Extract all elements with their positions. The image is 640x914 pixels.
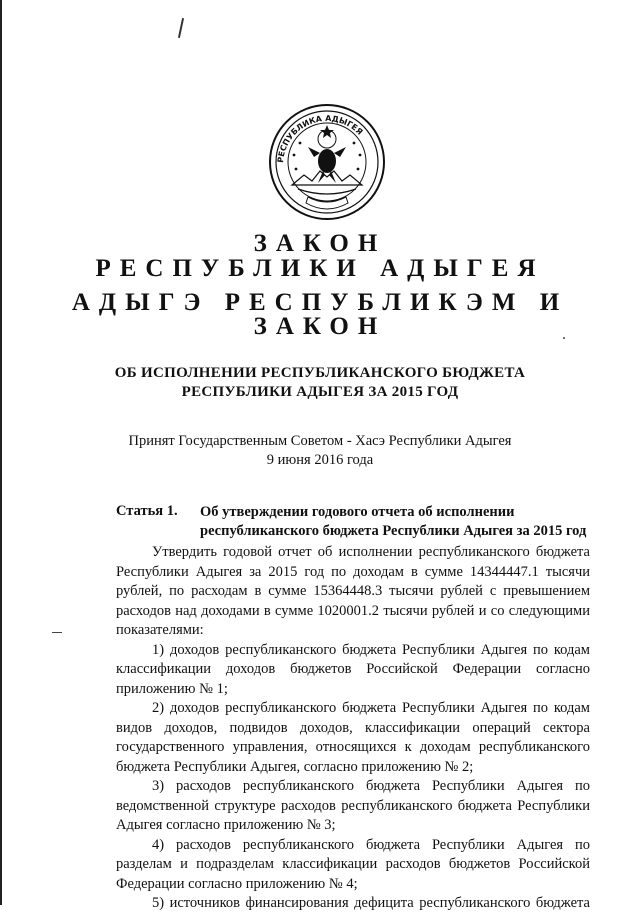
adoption-date: 9 июня 2016 года	[266, 452, 374, 468]
coat-of-arms-emblem	[268, 103, 386, 221]
article-item-1: 1) доходов республиканского бюджета Республики Адыгея по кодам классификации доходов бюджетов Российской Федерации согласно приложению № 1;	[116, 641, 590, 697]
article-intro-paragraph: Утвердить годовой отчет об исполнении республиканского бюджета Республики Адыгея за 2015 год по доходам в сумме 14344447.1 тысячи рублей, по расходам в сумме 15364448.3 тысячи рублей с превышением расходов над доходами в сумме 1020001.2 тысячи рублей и со следующими показателями:	[116, 544, 590, 638]
scan-speck	[563, 337, 565, 339]
document-heading-line2: РЕСПУБЛИКИ АДЫГЕЯ ЗА 2015 ГОД	[181, 384, 459, 400]
pen-mark	[178, 18, 184, 38]
article-body	[116, 543, 590, 914]
margin-mark	[52, 632, 62, 633]
article-label: Статья 1.	[116, 503, 178, 519]
article-item-4: 4) расходов республиканского бюджета Республики Адыгея по разделам и подразделам классификации расходов бюджетов Российской Федерации согласно приложению № 4;	[116, 836, 590, 892]
title-republic: РЕСПУБЛИКИ АДЫГЕЯ	[95, 255, 545, 282]
svg-text:РЕСПУБЛИКА АДЫГЕЯ: РЕСПУБЛИКА АДЫГЕЯ	[275, 113, 365, 164]
article-item-2: 2) доходов республиканского бюджета Республики Адыгея по кодам видов доходов, подвидов доходов, классификации операций сектора государственного управления, относящихся к доходам республиканского бюджета Республики Адыгея, согласно приложению № 2;	[116, 700, 590, 775]
article-item-5: 5) источников финансирования дефицита республиканского бюджета	[152, 895, 590, 911]
title-adyghe-line: АДЫГЭ РЕСПУБЛИКЭМ И	[71, 289, 569, 316]
article-title: Об утверждении годового отчета об исполнении республиканского бюджета Республики Адыгея за 2015 год	[200, 504, 587, 539]
adoption-statement: Принят Государственным Советом - Хасэ Республики Адыгея	[128, 433, 512, 449]
document-heading-line1: ОБ ИСПОЛНЕНИИ РЕСПУБЛИКАНСКОГО БЮДЖЕТА	[114, 365, 526, 381]
title-adyghe-law: ЗАКОН	[253, 313, 387, 340]
article-item-3: 3) расходов республиканского бюджета Республики Адыгея по ведомственной структуре расходов республиканского бюджета Республики Адыгея согласно приложению № 3;	[116, 778, 590, 833]
title-law: ЗАКОН	[253, 230, 387, 257]
